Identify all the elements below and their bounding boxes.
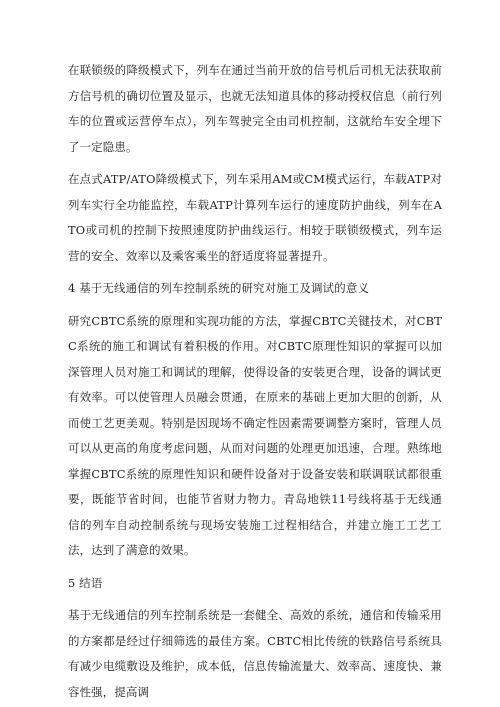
paragraph-interlocking-mode: 在联锁级的降级模式下，列车在通过当前开放的信号机后司机无法获取前方信号机的确切位置及显示，也就无法知道具体的移动授权信息（前行列车的位置或运营停车点），列车驾驶完全由司机控制，这就给车安全埋下了一定隐患。 [68,63,442,154]
section-4 [68,276,442,564]
section-4-paragraph: 研究CBTC系统的原理和实现功能的方法，掌握CBTC关键技术，对CBTC系统的施工和调试有着积极的作用。对CBTC原理性知识的掌握可以加深管理人员对施工和调试的理解，使得设备的安装更合理，设备的调试更有效率。可以使管理人员融会贯通，在原来的基础上更加大胆的创新，从而使工艺更美观。特别是因现场不确定性因素需要调整方案时，管理人员可以从更高的角度考虑问题，从而对问题的处理更加迅速，合理。熟练地掌握CBTC系统的原理性知识和硬件设备对于设备安装和联调联试都很重要，既能节省时间，也能节省财力物力。青岛地铁11号线将基于无线通信的列车自动控制系统与现场安装施工过程相结合，并建立施工工艺工法，达到了满意的效果。 [68,313,442,557]
paragraph-atp-ato-mode: 在点式ATP/ATO降级模式下，列车采用AM或CM模式运行，车载ATP对列车实行全功能监控，车载ATP计算列车运行的速度防护曲线，列车在ATO或司机的控制下按照速度防护曲线运行。相较于联锁级模式，列车运营的安全、效率以及乘客乘坐的舒适度将显著提升。 [68,172,442,263]
section-5 [68,571,442,706]
section-4-heading: 4 基于无线通信的列车控制系统的研究对施工及调试的意义 [68,281,370,295]
section-5-paragraph: 基于无线通信的列车控制系统是一套健全、高效的系统，通信和传输采用的方案都是经过仔细筛选的最佳方案。CBTC相比传统的铁路信号系统具有减少电缆敷设及维护，成本低，信息传输流量大、效率高、速度快、兼容性强，提高调 [68,608,442,699]
section-5-heading: 5 结语 [68,575,103,590]
